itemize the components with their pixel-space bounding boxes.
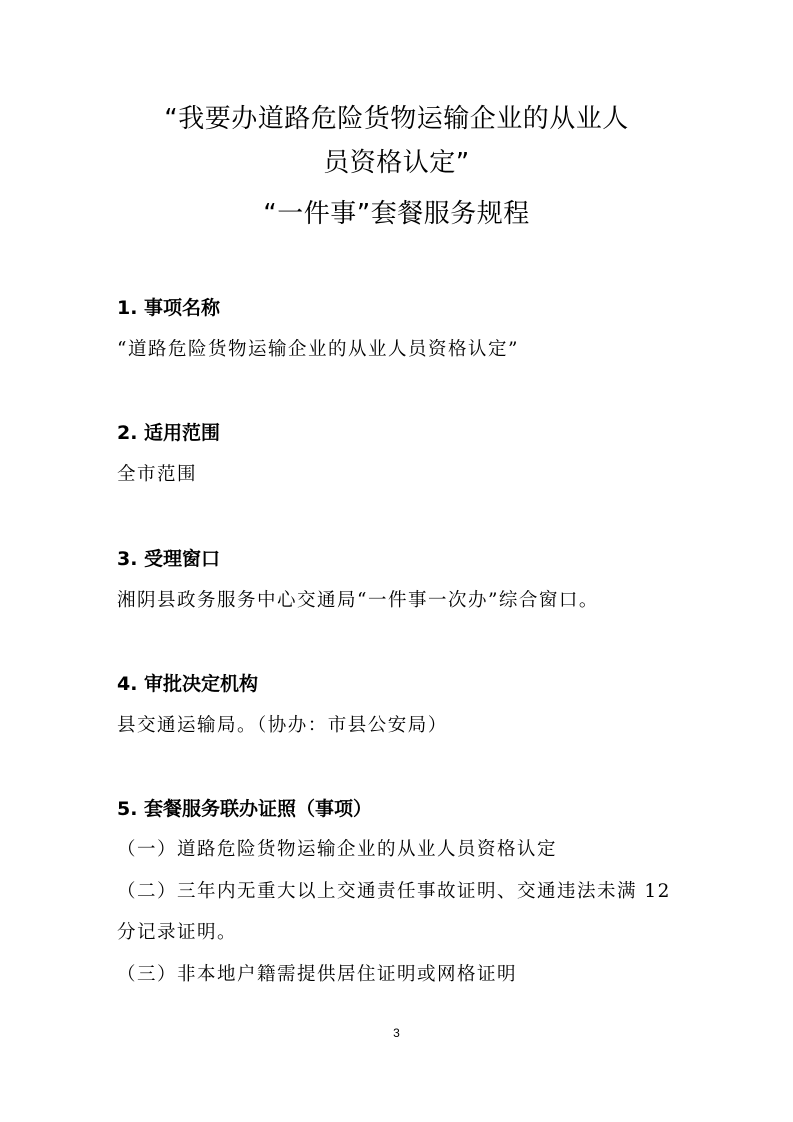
section-2-heading: 2. 适用范围 — [117, 422, 221, 444]
document-title-line-1: “我要办道路危险货物运输企业的从业人 — [164, 104, 629, 134]
section-5-item-3: （三）非本地户籍需提供居住证明或网格证明 — [117, 964, 518, 985]
section-5-heading: 5. 套餐服务联办证照（事项） — [117, 798, 373, 820]
section-1-heading: 1. 事项名称 — [117, 297, 221, 319]
section-1-text: “道路危险货物运输企业的从业人员资格认定” — [117, 339, 519, 360]
section-2-text: 全市范围 — [117, 464, 198, 485]
section-4-text: 县交通运输局。（协办：市县公安局） — [117, 715, 448, 736]
section-3-heading: 3. 受理窗口 — [117, 548, 221, 570]
section-5-item-1: （一）道路危险货物运输企业的从业人员资格认定 — [117, 839, 558, 860]
section-5-item-2: （二）三年内无重大以上交通责任事故证明、交通违法未满 12 — [117, 881, 671, 902]
section-3-text: 湘阴县政务服务中心交通局“一件事一次办”综合窗口。 — [117, 590, 599, 611]
document-subtitle: “一件事”套餐服务规程 — [263, 199, 530, 229]
section-4-heading: 4. 审批决定机构 — [117, 673, 259, 695]
page-number: 3 — [393, 1026, 400, 1040]
section-5-item-2-continued: 分记录证明。 — [117, 922, 238, 943]
document-title-line-2: 员资格认定” — [323, 148, 470, 178]
